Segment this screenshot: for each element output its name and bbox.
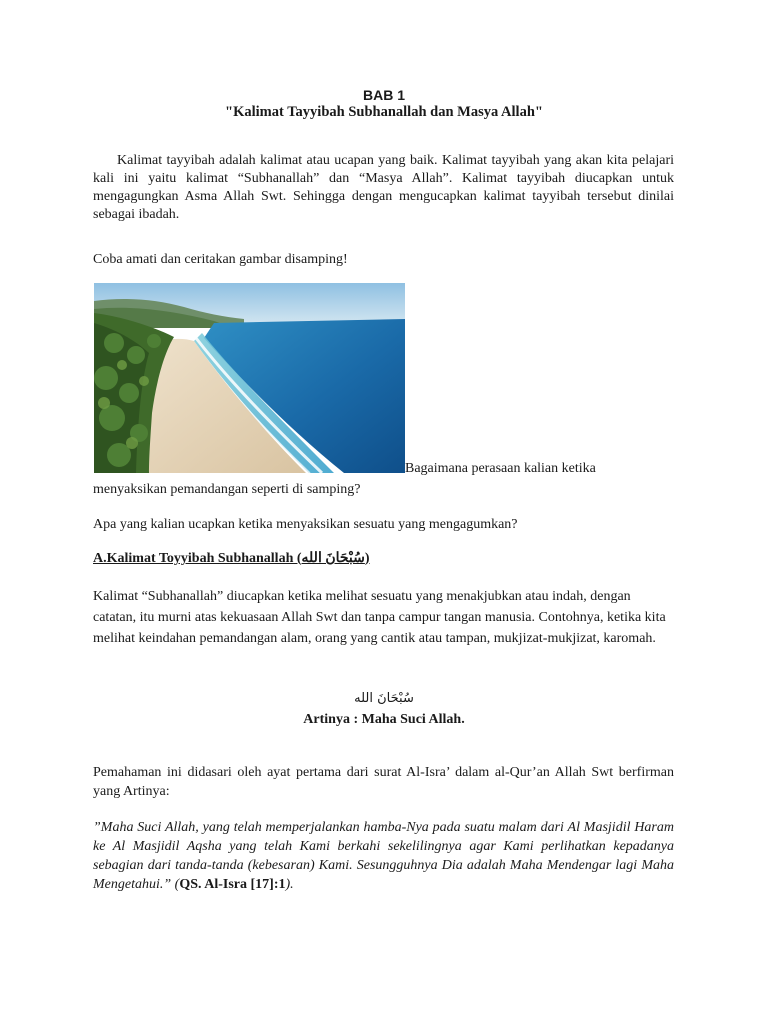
beach-photo (94, 283, 405, 473)
quote-reference-open: ( (171, 877, 180, 892)
question-1-part-a: Bagaimana perasaan kalian ketika (405, 461, 596, 476)
arabic-phrase: سُبْحَانَ الله (354, 691, 414, 706)
section-a-heading: A.Kalimat Toyyibah Subhanallah (سُبْحَانَ الله) (93, 551, 370, 566)
question-1-part-b: menyaksikan pemandangan seperti di samping? (93, 482, 361, 497)
question-2: Apa yang kalian ucapkan ketika menyaksikan sesuatu yang mengagumkan? (93, 517, 518, 532)
section-a-paragraph: Kalimat “Subhanallah” diucapkan ketika melihat sesuatu yang menakjubkan atau indah, dengan catatan, itu murni atas kekuasaan Allah Swt dan tanpa campur tangan manusia. Contohnya, ketika kita melihat keindahan pemandangan alam, orang yang cantik atau tampan, mukjizat-mukjizat, karomah. (93, 589, 666, 646)
basis-paragraph: Pemahaman ini didasari oleh ayat pertama dari surat Al-Isra’ dalam al-Qur’an Allah Swt berfirman yang Artinya: (93, 765, 674, 799)
instruction-text: Coba amati dan ceritakan gambar disamping! (93, 252, 348, 267)
quote-reference: QS. Al-Isra [17]:1 (179, 877, 286, 892)
quote-reference-close: ). (285, 877, 294, 892)
intro-paragraph: Kalimat tayyibah adalah kalimat atau ucapan yang baik. Kalimat tayyibah yang akan kita pelajari kali ini yaitu kalimat “Subhanallah” dan “Masya Allah”. Kalimat tayyibah diucapkan untuk mengagungkan Asma Allah Swt. Sehingga dengan mengucapkan kalimat tayyibah tersebut dinilai sebagai ibadah. (93, 153, 674, 222)
quran-quote (93, 818, 674, 894)
meaning-text: Artinya : Maha Suci Allah. (303, 712, 465, 727)
quote-text: ”Maha Suci Allah, yang telah memperjalankan hamba-Nya pada suatu malam dari Al Masjidil Haram ke Al Masjidil Aqsha yang telah Kami berkahi sekelilingnya agar Kami perlihatkan kepadanya sebagian dari tanda-tanda (kebesaran) Kami. Sesungguhnya Dia adalah Maha Mendengar lagi Maha Mengetahui.” (93, 820, 674, 892)
chapter-title: BAB 1 (362, 87, 405, 103)
chapter-subtitle: "Kalimat Tayyibah Subhanallah dan Masya Allah" (225, 104, 543, 120)
